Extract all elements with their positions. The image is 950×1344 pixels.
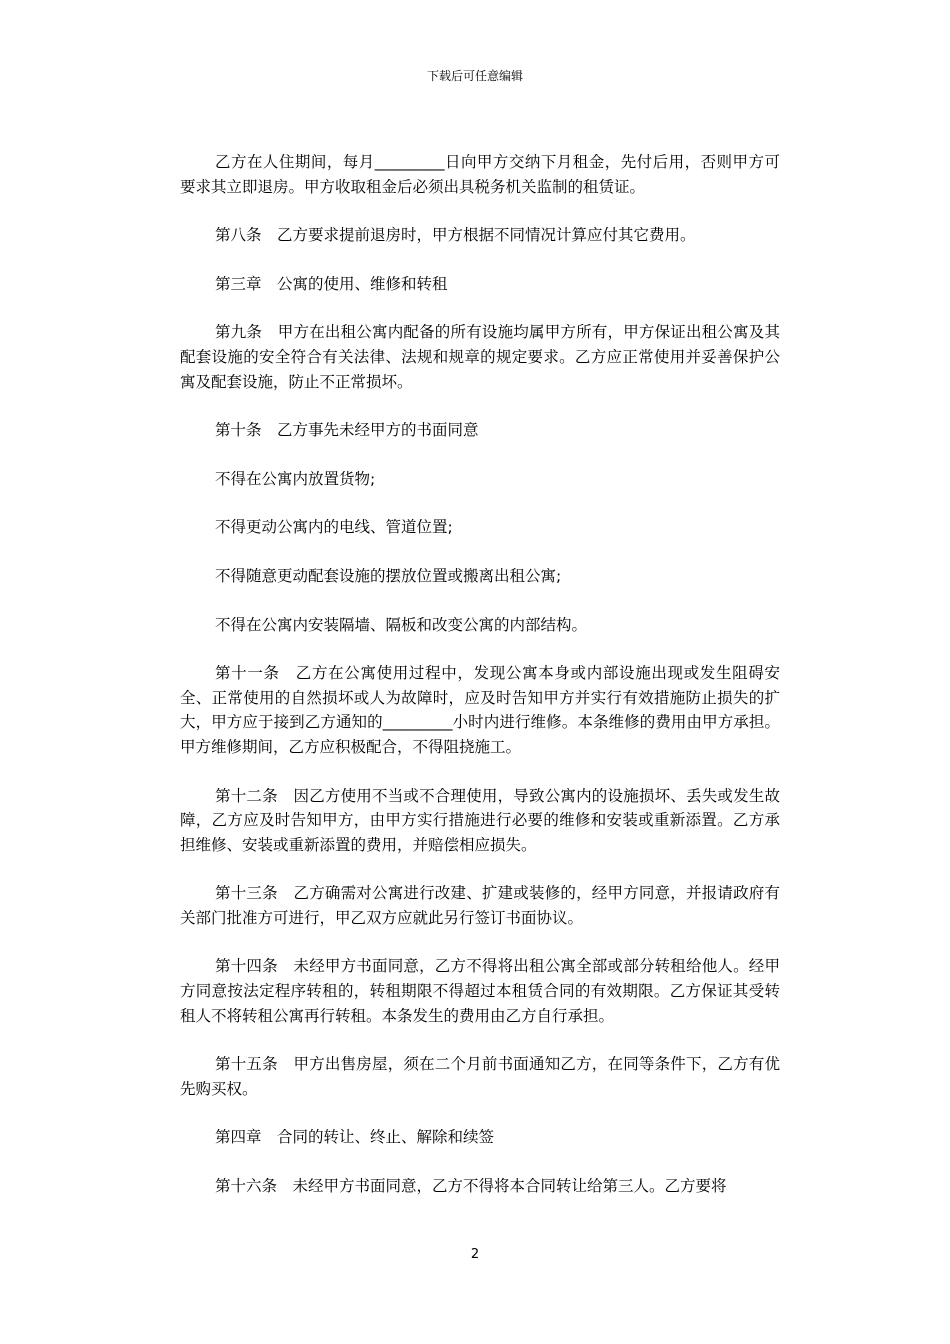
chapter-3-heading: 第三章 公寓的使用、维修和转租: [215, 274, 448, 293]
list-item-no-structural-changes: 不得在公寓内安装隔墙、隔板和改变公寓的内部结构。: [215, 615, 588, 634]
page-header-note: 下载后可任意编辑: [426, 69, 523, 83]
paragraph-article-10: 第十条 乙方事先未经甲方的书面同意: [215, 421, 479, 440]
paragraph-article-16: 第十六条 未经甲方书面同意，乙方不得将本合同转让给第三人。乙方要将: [215, 1177, 727, 1196]
list-item-no-wiring-changes: 不得更动公寓内的电线、管道位置;: [215, 518, 453, 537]
chapter-4-heading: 第四章 合同的转让、终止、解除和续签: [215, 1128, 495, 1147]
paragraph-article-11: 第十一条 乙方在公寓使用过程中，发现公寓本身或内部设施出现或发生阻碍安全、正常使用的自然损坏或人为故障时，应及时告知甲方并实行有效措施防止损失的扩大，甲方应于接到乙方通知的_________小时内进行维修。本条维修的费用由甲方承担。甲方维修期间，乙方应积极配合，不得阻挠施工。: [180, 664, 780, 756]
paragraph-article-14: 第十四条 未经甲方书面同意，乙方不得将出租公寓全部或部分转租给他人。经甲方同意按法定程序转租的，转租期限不得超过本租赁合同的有效期限。乙方保证其受转租人不将转租公寓再行转租。本条发生的费用由乙方自行承担。: [180, 957, 780, 1025]
paragraph-article-9: 第九条 甲方在出租公寓内配备的所有设施均属甲方所有，甲方保证出租公寓及其配套设施的安全符合有关法律、法规和规章的规定要求。乙方应正常使用并妥善保护公寓及配套设施，防止不正常损坏。: [180, 323, 780, 391]
paragraph-rent-payment: 乙方在人住期间，每月_________日向甲方交纳下月租金，先付后用，否则甲方可要求其立即退房。甲方收取租金后必须出具税务机关监制的租赁证。: [180, 153, 780, 196]
list-item-no-moving-facilities: 不得随意更动配套设施的摆放位置或搬离出租公寓;: [215, 566, 562, 585]
paragraph-article-12: 第十二条 因乙方使用不当或不合理使用，导致公寓内的设施损坏、丢失或发生故障，乙方应及时告知甲方，由甲方实行措施进行必要的维修和安装或重新添置。乙方承担维修、安装或重新添置的费用，并赔偿相应损失。: [180, 786, 780, 854]
paragraph-article-15: 第十五条 甲方出售房屋，须在二个月前书面通知乙方，在同等条件下，乙方有优先购买权。: [180, 1055, 780, 1098]
paragraph-article-8: 第八条 乙方要求提前退房时，甲方根据不同情况计算应付其它费用。: [215, 226, 696, 245]
document-body: [180, 150, 780, 1223]
paragraph-article-13: 第十三条 乙方确需对公寓进行改建、扩建或装修的，经甲方同意，并报请政府有关部门批准方可进行，甲乙双方应就此另行签订书面协议。: [180, 884, 780, 927]
list-item-no-goods: 不得在公寓内放置货物;: [215, 469, 376, 488]
page-number: 2: [470, 1247, 480, 1262]
